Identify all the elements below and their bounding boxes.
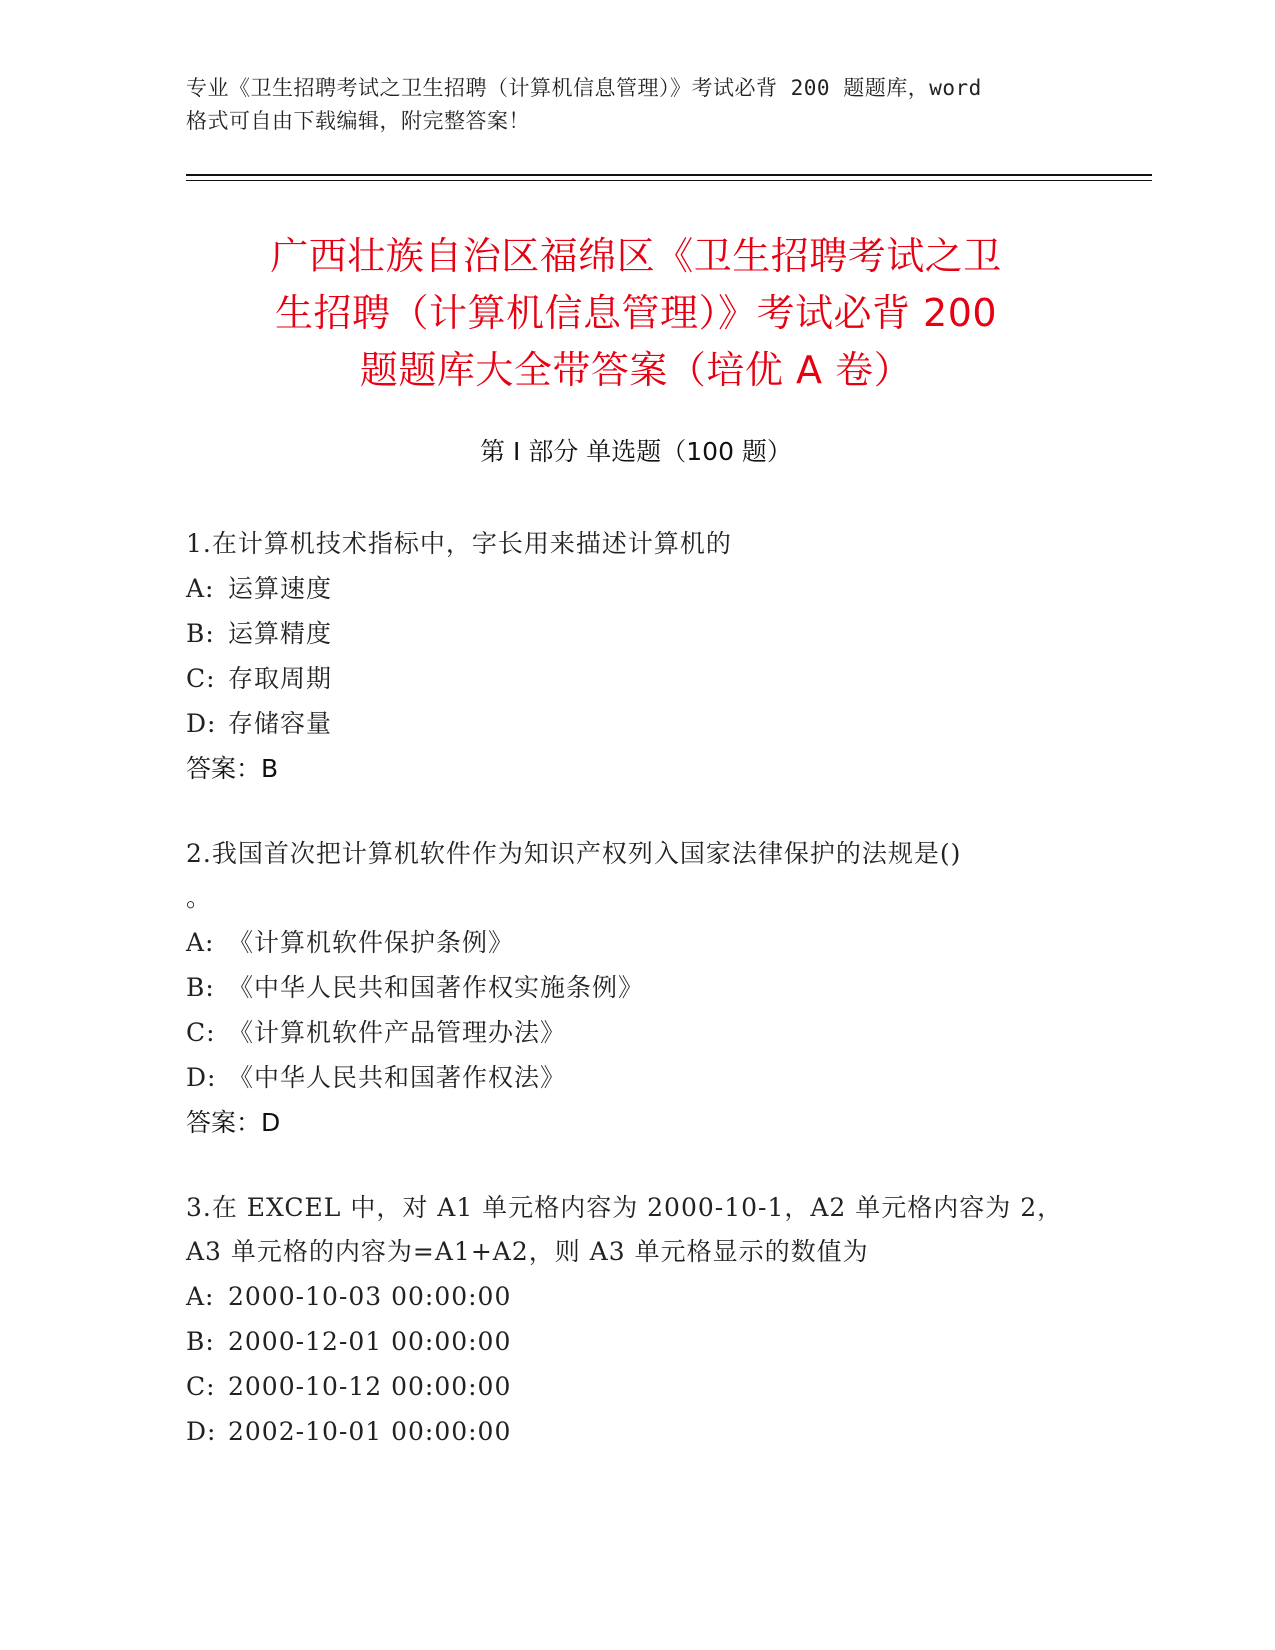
question-stem-line-1: 3.在 EXCEL 中，对 A1 单元格内容为 2000-10-1，A2 单元格内容为 2， bbox=[186, 1193, 1064, 1222]
option-text: 2000-10-03 00:00:00 bbox=[228, 1282, 512, 1311]
option-text: 运算精度 bbox=[228, 619, 333, 648]
option-text: 《计算机软件产品管理办法》 bbox=[228, 1018, 567, 1047]
option-letter: C: bbox=[186, 664, 216, 693]
option-text: 2000-10-12 00:00:00 bbox=[228, 1372, 512, 1401]
header-note-line-1: 专业《卫生招聘考试之卫生招聘（计算机信息管理）》考试必背 200 题题库，word bbox=[186, 76, 982, 100]
option-text: 存取周期 bbox=[228, 664, 333, 693]
option-letter: A: bbox=[186, 928, 215, 957]
option-letter: D: bbox=[186, 709, 217, 738]
option-letter: B: bbox=[186, 973, 215, 1002]
question-stem-line-1: 2.我国首次把计算机软件作为知识产权列入国家法律保护的法规是() bbox=[186, 839, 962, 868]
option-letter: C: bbox=[186, 1372, 216, 1401]
option-text: 2002-10-01 00:00:00 bbox=[228, 1417, 512, 1446]
document-title bbox=[186, 228, 1086, 399]
option-b bbox=[186, 965, 1086, 1010]
header-rule-thin bbox=[186, 180, 1152, 181]
option-letter: A: bbox=[186, 574, 215, 603]
option-text: 存储容量 bbox=[228, 709, 333, 738]
option-letter: A: bbox=[186, 1282, 215, 1311]
option-d bbox=[186, 701, 1086, 746]
answer-label: 答案：D bbox=[186, 1108, 281, 1137]
document-title-line-3: 题题库大全带答案（培优 A 卷） bbox=[359, 348, 913, 392]
question-3 bbox=[186, 1186, 1086, 1454]
option-text: 《中华人民共和国著作权实施条例》 bbox=[228, 973, 645, 1002]
document-title-line-1: 广西壮族自治区福绵区《卫生招聘考试之卫 bbox=[270, 234, 1002, 278]
option-letter: B: bbox=[186, 1327, 215, 1356]
question-stem-line-2: A3 单元格的内容为=A1+A2，则 A3 单元格显示的数值为 bbox=[186, 1237, 869, 1266]
header-rule-thick bbox=[186, 174, 1152, 176]
option-letter: B: bbox=[186, 619, 215, 648]
option-b bbox=[186, 1319, 1086, 1364]
option-text: 2000-12-01 00:00:00 bbox=[228, 1327, 512, 1356]
option-text: 《计算机软件保护条例》 bbox=[228, 928, 515, 957]
question-1 bbox=[186, 522, 1086, 792]
question-2 bbox=[186, 832, 1086, 1146]
answer-label: 答案：B bbox=[186, 754, 279, 783]
option-d bbox=[186, 1409, 1086, 1454]
option-c bbox=[186, 656, 1086, 701]
header-note-line-2: 格式可自由下载编辑，附完整答案！ bbox=[186, 109, 530, 133]
option-c bbox=[186, 1010, 1086, 1055]
option-letter: D: bbox=[186, 1063, 217, 1092]
option-letter: C: bbox=[186, 1018, 216, 1047]
option-d bbox=[186, 1055, 1086, 1100]
option-c bbox=[186, 1364, 1086, 1409]
question-stem: 1.在计算机技术指标中，字长用来描述计算机的 bbox=[186, 529, 732, 558]
question-list bbox=[186, 522, 1086, 1494]
option-b bbox=[186, 611, 1086, 656]
option-text: 《中华人民共和国著作权法》 bbox=[228, 1063, 567, 1092]
option-letter: D: bbox=[186, 1417, 217, 1446]
question-stem-line-2: 。 bbox=[186, 883, 213, 912]
document-title-line-2: 生招聘（计算机信息管理）》考试必背 200 bbox=[274, 291, 998, 335]
header-note bbox=[186, 72, 1086, 138]
option-a bbox=[186, 920, 1086, 965]
option-text: 运算速度 bbox=[228, 574, 333, 603]
option-a bbox=[186, 566, 1086, 611]
option-a bbox=[186, 1274, 1086, 1319]
section-heading: 第 I 部分 单选题（100 题） bbox=[480, 437, 792, 466]
